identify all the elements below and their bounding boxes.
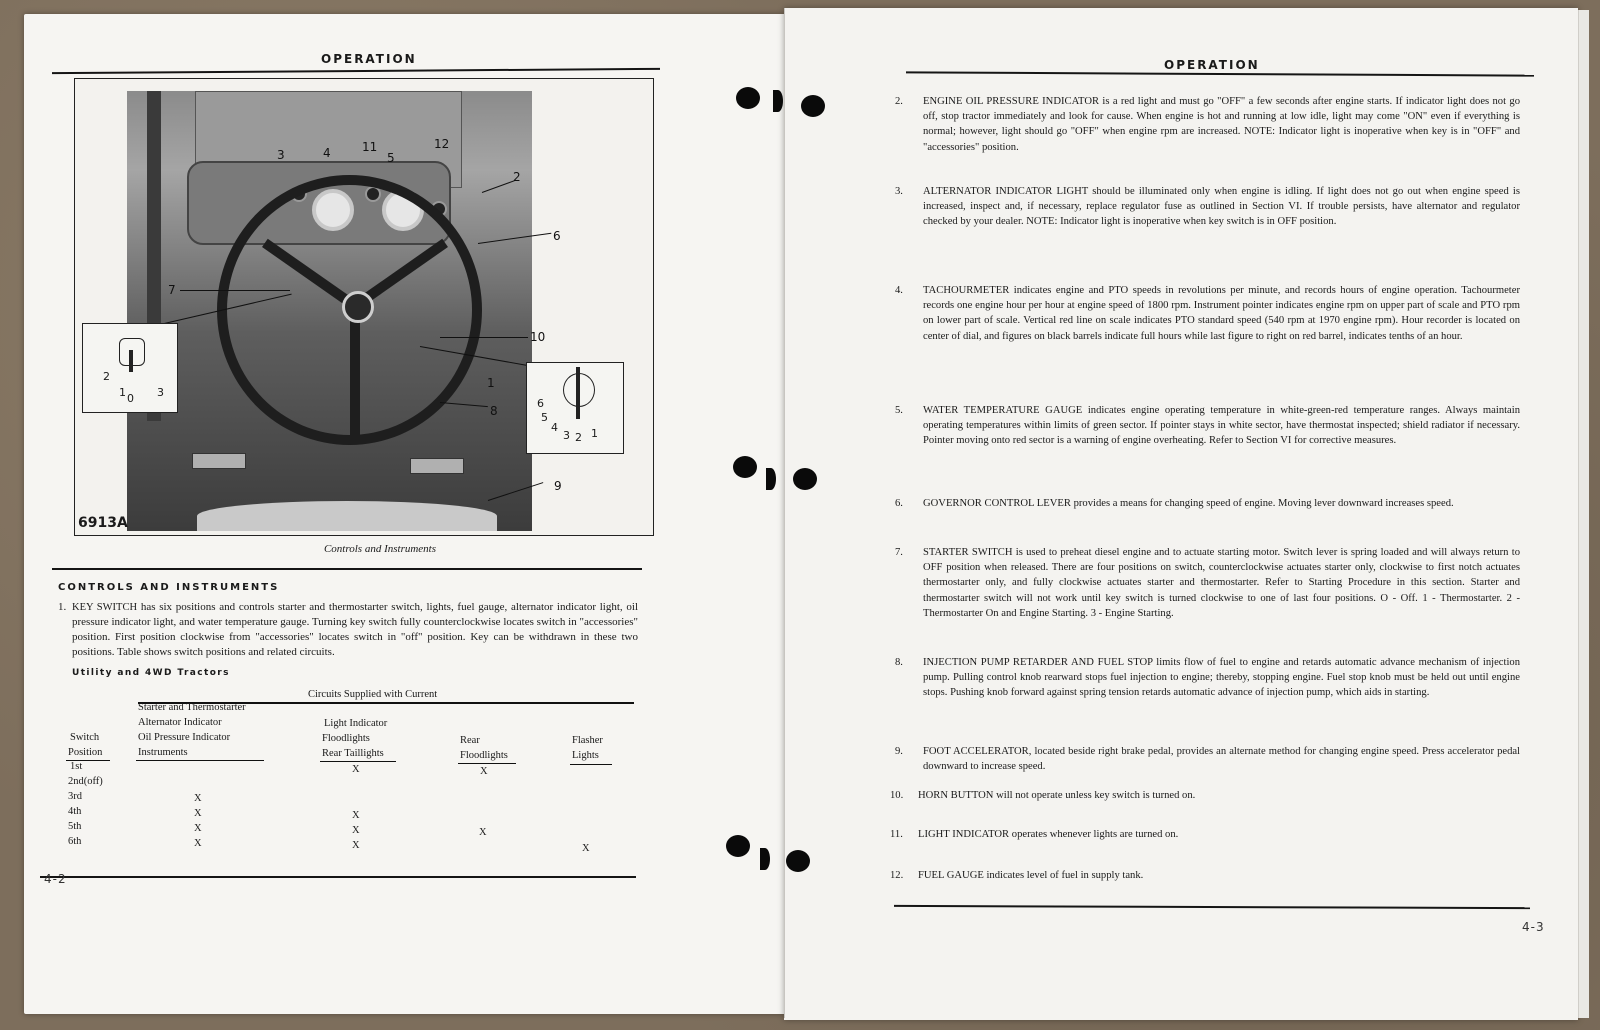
position-label: 3 (157, 386, 164, 399)
col-header-flasher: Lights (572, 750, 599, 761)
row-cell: X (352, 840, 360, 851)
key-slot-icon (576, 367, 580, 419)
table-group-header: Circuits Supplied with Current (308, 689, 438, 700)
seat-shape (197, 501, 497, 531)
item-number: 12. (890, 870, 904, 881)
item-text: is used to preheat diesel engine and to actuate starting motor. Switch lever is spring loaded and will always return to OFF position when released. There are four positions on switch, counterclockwise actuates starter only, clockwise to first notch actuates thermostarter only, and fully clockwise actuates starter and thermostarter. Refer to Starting Procedure in this section. Starter and thermostarter switch will not work until key switch is turned clockwise to one of last four positions. O - Off. 1 - Thermostarter. 2 - Thermostarter On and Engine Starting. 3 - Engine Starting. (923, 547, 1520, 619)
binding-hole (793, 468, 817, 490)
position-label: 6 (537, 397, 544, 410)
position-label: 0 (127, 392, 134, 405)
running-head-left: OPERATION (321, 52, 417, 66)
binding-hole (766, 468, 776, 490)
col-header-position: Switch (70, 732, 100, 743)
leader-line (440, 337, 528, 338)
col-header-rear-floodlights: Floodlights (460, 750, 508, 761)
item-text: operates whenever lights are turned on. (1011, 829, 1179, 840)
header-underline (570, 764, 612, 765)
item-number: 3. (895, 186, 903, 197)
item-tachourmeter (895, 283, 1520, 344)
col-header-position: Position (68, 747, 103, 758)
page-number-right: 4-3 (1522, 920, 1545, 934)
row-cell: X (479, 827, 487, 838)
callout-12: 12 (434, 137, 450, 151)
item-number: 8. (895, 657, 903, 668)
col-header-starter: Oil Pressure Indicator (138, 732, 231, 743)
item-lead: GOVERNOR CONTROL LEVER (923, 498, 1071, 509)
position-label: 5 (541, 411, 548, 424)
item-text: indicates engine operating temperature in white-green-red temperature ranges. Always maintain operating temperatures within limits of green sector. If pointer stays in white sector, have thermostat inspected; shield radiator if necessary. Pointer moving onto red sector is a warning of engine overheating. Refer to Section VI for corrective measures. (923, 405, 1520, 447)
item-number: 5. (895, 405, 903, 416)
item-light-indicator (890, 827, 1515, 842)
item-injection-pump-retarder (895, 655, 1520, 701)
callout-3: 3 (277, 148, 285, 162)
page-edge (1578, 10, 1589, 1018)
row-position: 1st (70, 761, 83, 772)
switch-lever-icon (129, 350, 133, 372)
item-lead: KEY SWITCH (72, 602, 138, 613)
item-text: has six positions and controls starter and thermostarter switch, lights, fuel gauge, alternator indicator light, oil pressure indicator light, and water temperature gauge. Turning key switch fully counterclockwise locates switch in "accessories" position. First position clockwise from "accessories" locates switch in "off" position. Key can be withdrawn in these two positions. Table shows switch positions and related circuits. (72, 601, 639, 658)
binding-hole (801, 95, 825, 117)
item-number: 4. (895, 285, 903, 296)
col-header-starter: Alternator Indicator (138, 717, 222, 728)
item-text: will not operate unless key switch is turned on. (996, 790, 1196, 801)
item-lead: ALTERNATOR INDICATOR LIGHT (923, 186, 1089, 197)
page-number-left: 4-2 (44, 872, 67, 886)
row-cell: X (194, 838, 202, 849)
callout-10: 10 (530, 330, 546, 344)
col-header-starter: Starter and Thermostarter (138, 702, 246, 713)
figure-id: 6913A (78, 515, 128, 531)
item-lead: FOOT ACCELERATOR, (923, 746, 1032, 757)
item-text: indicates engine and PTO speeds in revolutions per minute, and records hours of engine operation. Tachourmeter records one engine hour per hour at engine speed of 1800 rpm. Instrument pointer indicates engine rpm on upper part of scale and PTO rpm on lower part of scale. Vertical red line on scale indicates PTO standard speed (540 rpm at 1970 engine rpm). Hour recorder is located on center of dial, and figures on black barrels indicate full hours while last figure to right on red barrel, indicates tenths of an hour. (923, 285, 1520, 342)
binding-hole (726, 835, 750, 857)
item-lead: INJECTION PUMP RETARDER AND FUEL STOP (923, 657, 1153, 668)
row-cell: X (582, 843, 590, 854)
item-text: provides a means for changing speed of engine. Moving lever downward increases speed. (1073, 498, 1454, 509)
item-number: 1. (58, 601, 67, 613)
position-label: 3 (563, 429, 570, 442)
item-lead: LIGHT INDICATOR (918, 829, 1010, 840)
header-underline (136, 760, 264, 761)
callout-7: 7 (168, 283, 176, 297)
position-label: 2 (575, 431, 582, 444)
item-lead: WATER TEMPERATURE GAUGE (923, 405, 1083, 416)
item-horn-button (890, 788, 1515, 803)
brake-pedal-shape (192, 453, 246, 469)
row-position: 4th (68, 806, 82, 817)
item-number: 10. (890, 790, 904, 801)
col-header-lights: Rear Taillights (322, 748, 384, 759)
item-number: 2. (895, 96, 903, 107)
item-governor-control-lever (895, 496, 1520, 511)
footer-rule-left (40, 876, 636, 878)
item-alternator-indicator (895, 184, 1520, 230)
callout-6: 6 (553, 229, 561, 243)
item-text: limits flow of fuel to engine and retards automatic advance mechanism of injection pump. Pulling control knob rearward stops fuel injection to engine; thereby, stopping engine. Fuel stop knob must be held out until engine stops. Pushing knob forward against spring tension retards automatic advance of injection pump, which aids in starting. (923, 657, 1520, 699)
item-text: is a red light and must go "OFF" a few seconds after engine starts. If indicator light does not go off, stop tractor immediately and look for cause. When engine is hot and running at low idle, light may come "ON" even if everything is normal; however, light should go "OFF" when engine rpm are increased. NOTE: Indicator light is inoperative when key is in "OFF" and "accessories" position. (923, 96, 1520, 153)
item-text: should be illuminated only when engine is idling. If light does not go out when engine speed is increased, inspect and, if necessary, replace regulator fuse as outlined in Section VI. If trouble persists, have alternator and regulator checked by your dealer. NOTE: Indicator light is inoperative when key switch is in OFF position. (923, 186, 1520, 228)
figure-caption: Controls and Instruments (323, 543, 437, 555)
callout-8: 8 (490, 404, 498, 418)
section-rule (52, 568, 642, 570)
item-number: 7. (895, 547, 903, 558)
callout-11: 11 (362, 140, 378, 154)
table-subtitle: Utility and 4WD Tractors (72, 668, 230, 678)
row-cell: X (194, 823, 202, 834)
binding-hole (760, 848, 770, 870)
row-position: 2nd(off) (68, 776, 103, 787)
row-cell: X (352, 764, 360, 775)
book-spine (784, 8, 785, 1018)
horn-hub-shape (342, 291, 374, 323)
item-lead: ENGINE OIL PRESSURE INDICATOR (923, 96, 1100, 107)
col-header-flasher: Flasher (572, 735, 603, 746)
col-header-lights: Floodlights (322, 733, 370, 744)
callout-4: 4 (323, 146, 331, 160)
row-cell: X (352, 810, 360, 821)
item-text: indicates level of fuel in supply tank. (986, 870, 1144, 881)
brake-pedal-shape (410, 458, 464, 474)
row-cell: X (480, 766, 488, 777)
item-water-temperature-gauge (895, 403, 1520, 449)
section-heading: CONTROLS AND INSTRUMENTS (58, 582, 280, 593)
key-switch-inset (526, 362, 624, 454)
row-cell: X (194, 808, 202, 819)
position-label: 1 (119, 386, 126, 399)
col-header-starter: Instruments (138, 747, 188, 758)
row-position: 5th (68, 821, 82, 832)
position-label: 2 (103, 370, 110, 383)
callout-1: 1 (487, 376, 495, 390)
wheel-spoke (350, 306, 360, 436)
binding-hole (733, 456, 757, 478)
item-foot-accelerator (895, 744, 1520, 774)
item-lead: HORN BUTTON (918, 790, 994, 801)
item-oil-pressure-indicator (895, 94, 1520, 155)
row-cell: X (194, 793, 202, 804)
col-header-lights: Light Indicator (324, 718, 388, 729)
binding-hole (786, 850, 810, 872)
row-position: 3rd (68, 791, 82, 802)
item-number: 9. (895, 746, 903, 757)
col-header-rear-floodlights: Rear (460, 735, 480, 746)
callout-9: 9 (554, 479, 562, 493)
position-label: 4 (551, 421, 558, 434)
item-starter-switch (895, 545, 1520, 621)
item-text: located beside right brake pedal, provides an alternate method for changing engine speed. Press accelerator pedal downward to increase speed. (923, 746, 1521, 773)
callout-5: 5 (387, 151, 395, 165)
item-number: 11. (890, 829, 903, 840)
item-lead: FUEL GAUGE (918, 870, 984, 881)
item-lead: TACHOURMETER (923, 285, 1010, 296)
leader-line (180, 290, 290, 291)
binding-hole (736, 87, 760, 109)
row-cell: X (352, 825, 360, 836)
position-label: 1 (591, 427, 598, 440)
running-head-right: OPERATION (1164, 58, 1260, 72)
starter-switch-inset (82, 323, 178, 413)
item-number: 6. (895, 498, 903, 509)
item-fuel-gauge (890, 868, 1515, 883)
row-position: 6th (68, 836, 82, 847)
item-lead: STARTER SWITCH (923, 547, 1013, 558)
item-key-switch (58, 600, 638, 660)
callout-2: 2 (513, 170, 521, 184)
binding-hole (773, 90, 783, 112)
